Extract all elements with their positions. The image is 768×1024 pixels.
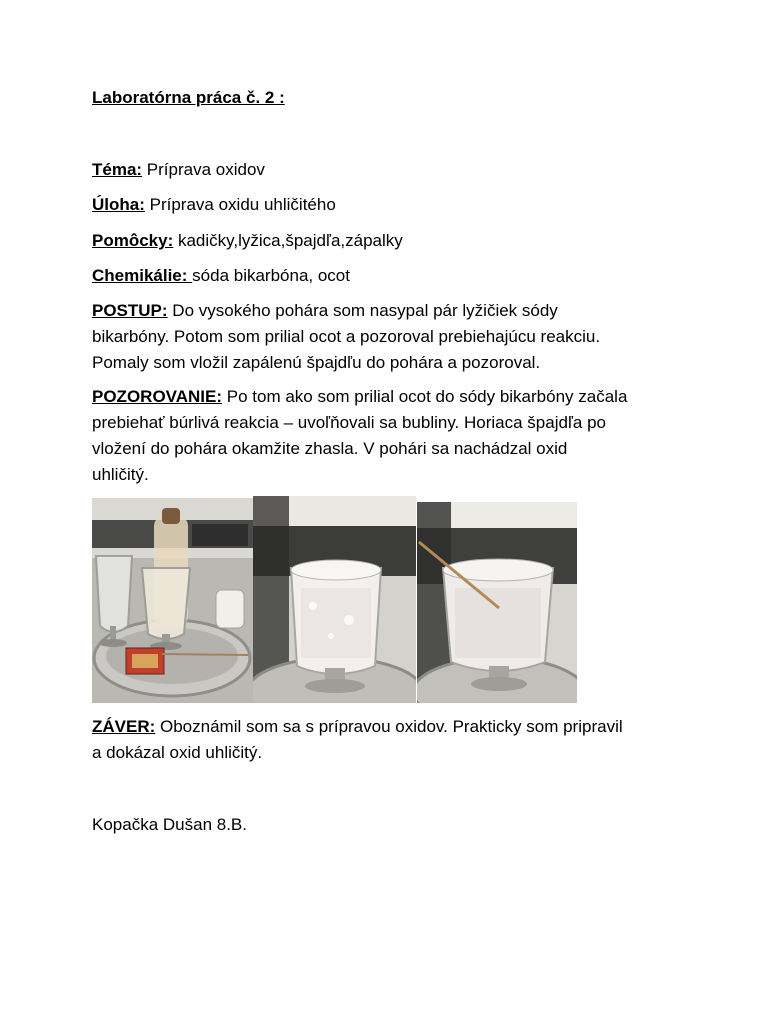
observation-paragraph <box>92 384 692 488</box>
task-label: Úloha: <box>92 195 145 214</box>
procedure-line: bikarbóny. Potom som prilial ocot a pozoroval prebiehajúcu reakciu. <box>92 327 601 346</box>
observation-line: uhličitý. <box>92 465 149 484</box>
conclusion-label: ZÁVER: <box>92 717 156 736</box>
topic-label: Téma: <box>92 160 143 179</box>
tools-line <box>92 228 403 254</box>
topic-line <box>92 157 265 183</box>
procedure-label: POSTUP: <box>92 301 168 320</box>
observation-line: prebiehať búrlivá reakcia – uvoľňovali sa bubliny. Horiaca špajdľa po <box>92 413 606 432</box>
tools-label: Pomôcky: <box>92 231 174 250</box>
chemicals-text: sóda bikarbóna, ocot <box>192 266 350 285</box>
photo-glass-with-splint <box>417 502 577 703</box>
tools-text: kadičky,lyžica,špajdľa,zápalky <box>173 231 403 250</box>
topic-text: Príprava oxidov <box>142 160 265 179</box>
document-title: Laboratórna práca č. 2 : <box>92 88 285 107</box>
procedure-paragraph <box>92 298 692 376</box>
chemicals-line <box>92 263 350 289</box>
photo-glasses-bottle <box>92 498 253 703</box>
observation-line: Po tom ako som prilial ocot do sódy bikarbóny začala <box>222 387 628 406</box>
chemicals-label: Chemikálie: <box>92 266 193 285</box>
task-text: Príprava oxidu uhličitého <box>144 195 336 214</box>
procedure-line: Pomaly som vložil zapálenú špajdľu do pohára a pozoroval. <box>92 353 541 372</box>
conclusion-line: a dokázal oxid uhličitý. <box>92 743 263 762</box>
task-line <box>92 192 336 218</box>
conclusion-line: Oboznámil som sa s prípravou oxidov. Prakticky som pripravil <box>155 717 623 736</box>
photo-foaming-glass <box>253 496 416 703</box>
conclusion-paragraph <box>92 714 692 766</box>
procedure-line: Do vysokého pohára som nasypal pár lyžičiek sódy <box>167 301 558 320</box>
observation-line: vložení do pohára okamžite zhasla. V pohári sa nachádzal oxid <box>92 439 568 458</box>
author-signature: Kopačka Dušan 8.B. <box>92 815 247 834</box>
observation-label: POZOROVANIE: <box>92 387 223 406</box>
